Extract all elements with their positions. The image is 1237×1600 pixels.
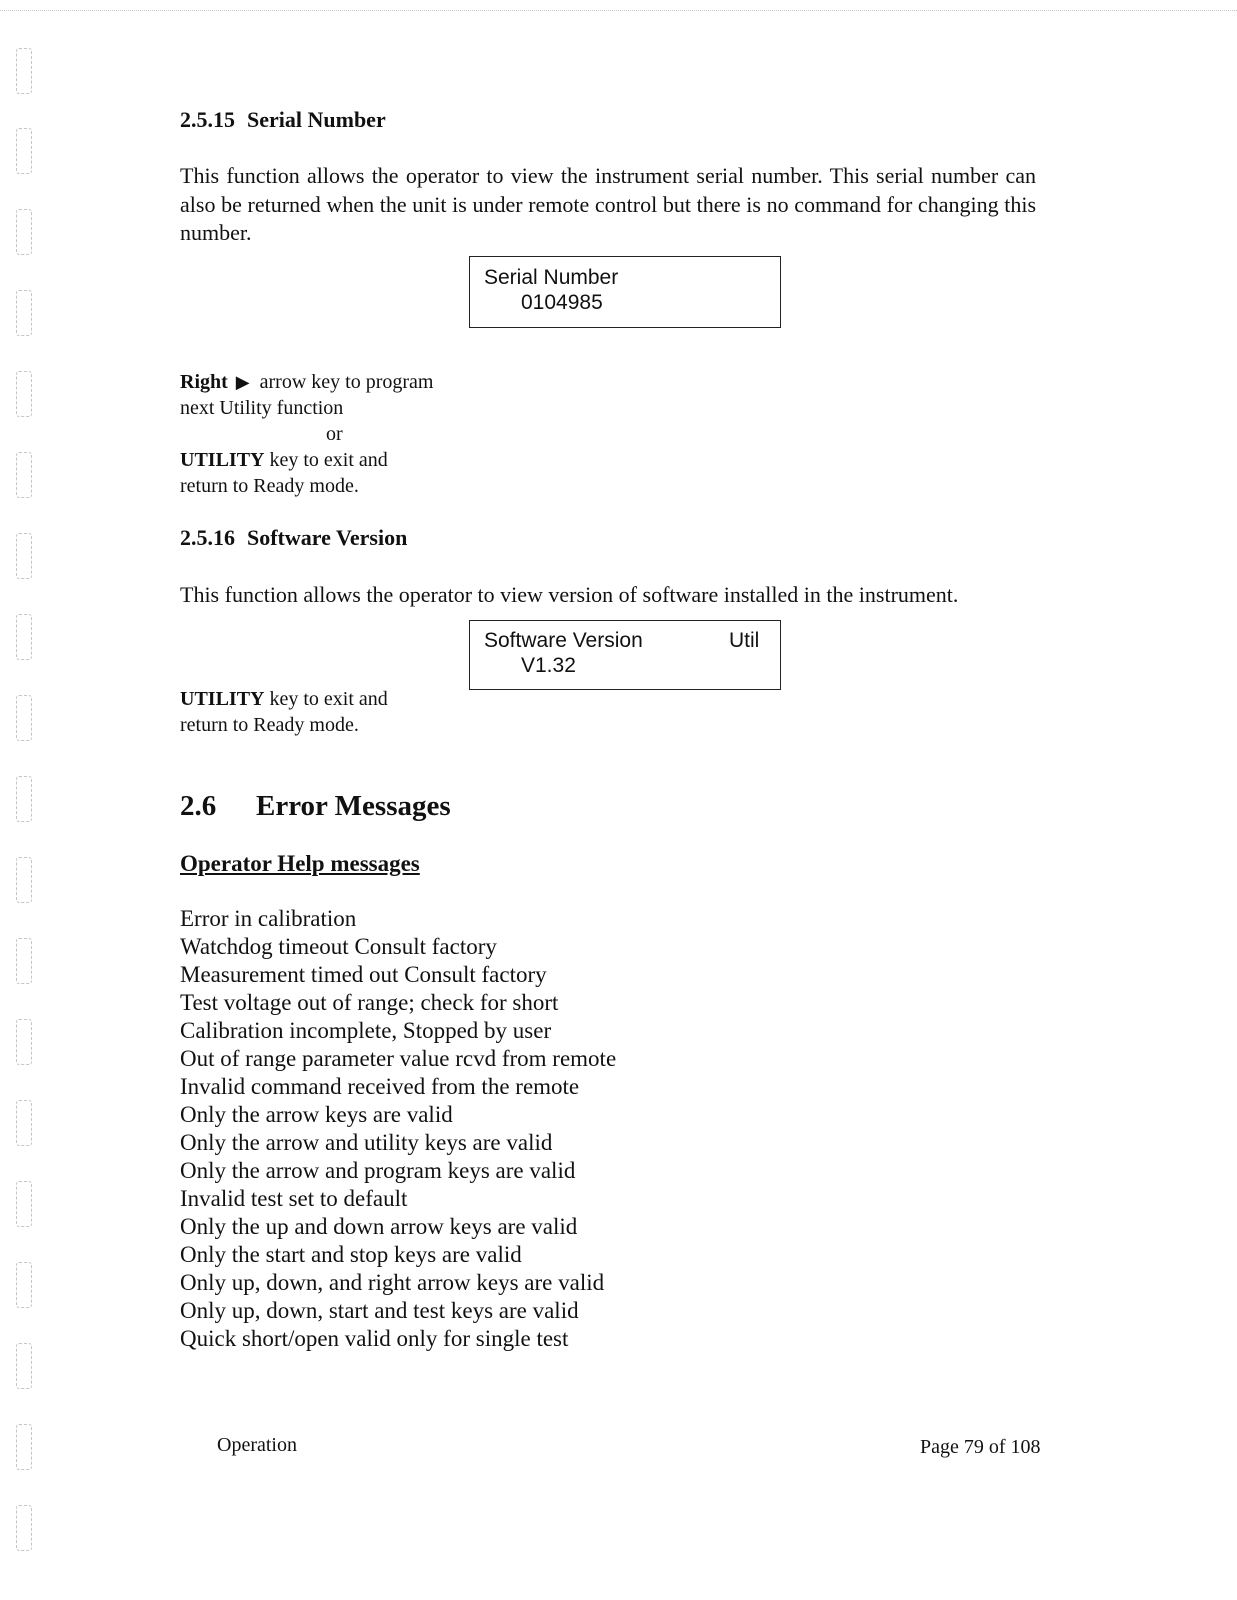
display-line-1: Serial Number bbox=[484, 266, 619, 289]
section-title: Error Messages bbox=[256, 790, 451, 822]
right-key-label: Right bbox=[180, 371, 228, 393]
error-message-item: Only up, down, and right arrow keys are valid bbox=[180, 1270, 605, 1295]
error-message-item: Error in calibration bbox=[180, 906, 357, 931]
utility-key-label: UTILITY bbox=[180, 449, 265, 471]
binding-hole bbox=[16, 1019, 32, 1065]
utility-key-label: UTILITY bbox=[180, 688, 265, 710]
error-message-item: Measurement timed out Consult factory bbox=[180, 962, 547, 987]
error-message-item: Calibration incomplete, Stopped by user bbox=[180, 1018, 552, 1043]
binding-hole bbox=[16, 857, 32, 903]
software-version-navigation bbox=[180, 686, 500, 738]
display-line-1: Software Version bbox=[484, 629, 643, 652]
error-message-item: Watchdog timeout Consult factory bbox=[180, 934, 497, 959]
nav-line-right bbox=[180, 369, 500, 395]
error-message-item: Only the arrow and utility keys are valid bbox=[180, 1130, 553, 1155]
binding-hole bbox=[16, 695, 32, 741]
serial-number-description: This function allows the operator to view the instrument serial number. This serial number can also be returned when the unit is under remote control but there is no command for changing this number. bbox=[180, 163, 1036, 245]
nav-line-utility bbox=[180, 686, 500, 712]
error-message-item: Only the arrow keys are valid bbox=[180, 1102, 453, 1127]
error-message-item: Invalid test set to default bbox=[180, 1186, 408, 1211]
section-heading-serial-number bbox=[180, 107, 386, 133]
binding-hole bbox=[16, 1262, 32, 1308]
binding-hole bbox=[16, 1181, 32, 1227]
binding-hole bbox=[16, 614, 32, 660]
section-heading-error-messages bbox=[180, 790, 451, 823]
error-message-item: Only the arrow and program keys are valid bbox=[180, 1158, 576, 1183]
section-number: 2.5.16 bbox=[180, 525, 235, 550]
binding-hole bbox=[16, 290, 32, 336]
section-title: Serial Number bbox=[247, 107, 386, 132]
binding-hole bbox=[16, 938, 32, 984]
binding-hole bbox=[16, 371, 32, 417]
error-message-item: Only the start and stop keys are valid bbox=[180, 1242, 522, 1267]
display-line-2: 0104985 bbox=[521, 291, 603, 314]
software-version-display bbox=[469, 620, 781, 690]
error-message-list bbox=[180, 905, 880, 1353]
section-number: 2.6 bbox=[180, 790, 217, 822]
display-line-1-right: Util bbox=[729, 629, 760, 652]
section-number: 2.5.15 bbox=[180, 107, 235, 132]
error-message-item: Out of range parameter value rcvd from remote bbox=[180, 1046, 617, 1071]
binding-hole bbox=[16, 1505, 32, 1551]
error-message-item: Quick short/open valid only for single test bbox=[180, 1326, 569, 1351]
binding-hole bbox=[16, 776, 32, 822]
page-top-rule bbox=[0, 10, 1237, 11]
display-line-2: V1.32 bbox=[521, 654, 576, 677]
error-message-item: Only the up and down arrow keys are valid bbox=[180, 1214, 578, 1239]
page-number: Page 79 of 108 bbox=[920, 1436, 1041, 1458]
binding-hole bbox=[16, 128, 32, 174]
nav-utility-text: key to exit and bbox=[269, 449, 388, 471]
binding-holes bbox=[16, 48, 36, 1568]
nav-utility-text: key to exit and bbox=[269, 688, 388, 710]
binding-hole bbox=[16, 48, 32, 94]
operator-help-subheading: Operator Help messages bbox=[180, 851, 420, 876]
binding-hole bbox=[16, 1424, 32, 1470]
error-message-item: Invalid command received from the remote bbox=[180, 1074, 580, 1099]
binding-hole bbox=[16, 533, 32, 579]
serial-number-navigation bbox=[180, 369, 500, 499]
nav-right-text-2: next Utility function bbox=[180, 397, 344, 419]
nav-or: or bbox=[326, 423, 343, 445]
nav-right-text: arrow key to program bbox=[259, 371, 434, 393]
binding-hole bbox=[16, 1343, 32, 1389]
footer-section-name: Operation bbox=[217, 1434, 297, 1456]
serial-number-display bbox=[469, 256, 781, 328]
software-version-description: This function allows the operator to view version of software installed in the instrument. bbox=[180, 582, 959, 607]
binding-hole bbox=[16, 452, 32, 498]
binding-hole bbox=[16, 209, 32, 255]
nav-utility-text-2: return to Ready mode. bbox=[180, 714, 359, 736]
section-heading-software-version bbox=[180, 525, 407, 551]
binding-hole bbox=[16, 1100, 32, 1146]
error-message-item: Test voltage out of range; check for short bbox=[180, 990, 559, 1015]
nav-line-utility bbox=[180, 447, 500, 473]
right-arrow-icon: ▶ bbox=[235, 372, 250, 392]
section-title: Software Version bbox=[247, 525, 408, 550]
error-message-item: Only up, down, start and test keys are valid bbox=[180, 1298, 579, 1323]
nav-utility-text-2: return to Ready mode. bbox=[180, 475, 359, 497]
